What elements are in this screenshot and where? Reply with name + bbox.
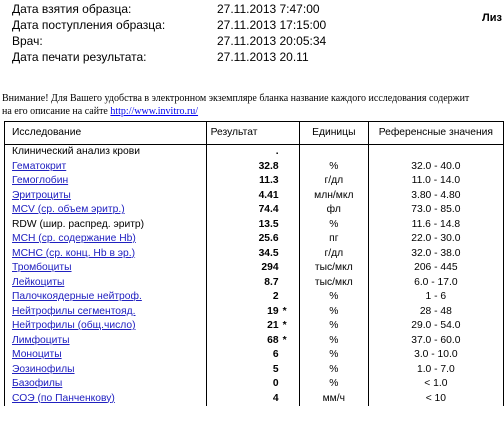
units-cell: тыс/мкл bbox=[299, 276, 368, 291]
reference-cell: 6.0 - 17.0 bbox=[368, 276, 503, 291]
test-name-cell bbox=[5, 232, 207, 247]
result-value: 25.6 bbox=[258, 233, 279, 244]
units-cell: мм/ч bbox=[299, 392, 368, 407]
units-cell: пг bbox=[299, 232, 368, 247]
result-cell bbox=[206, 319, 299, 334]
test-name-cell bbox=[5, 189, 207, 204]
test-name-cell bbox=[5, 160, 207, 175]
test-name-link[interactable]: MCHC (ср. конц. Hb в эр.) bbox=[12, 247, 136, 259]
result-cell bbox=[206, 392, 299, 407]
results-body bbox=[5, 145, 504, 407]
reference-cell: 73.0 - 85.0 bbox=[368, 203, 503, 218]
test-name: Клинический анализ крови bbox=[12, 146, 140, 157]
result-cell bbox=[206, 247, 299, 262]
test-name-cell bbox=[5, 174, 207, 189]
test-name-link[interactable]: MCH (ср. содержание Hb) bbox=[12, 233, 136, 244]
reference-cell: 3.0 - 10.0 bbox=[368, 348, 503, 363]
column-header-result: Результат bbox=[206, 122, 299, 145]
table-row bbox=[5, 174, 504, 189]
table-header-row bbox=[5, 122, 504, 145]
result-cell bbox=[206, 348, 299, 363]
test-name-cell bbox=[5, 319, 207, 334]
test-name-cell bbox=[5, 290, 207, 305]
test-name-cell bbox=[5, 276, 207, 291]
table-row bbox=[5, 305, 504, 320]
test-name-link[interactable]: СОЭ (по Панченкову) bbox=[12, 392, 115, 404]
test-name-link[interactable]: Гемоглобин bbox=[12, 175, 69, 186]
result-cell bbox=[206, 276, 299, 291]
invitro-site-link[interactable]: http://www.invitro.ru/ bbox=[110, 106, 199, 117]
reference-cell: < 1.0 bbox=[368, 377, 503, 392]
table-row bbox=[5, 392, 504, 407]
reference-cell bbox=[368, 145, 503, 160]
test-name-link[interactable]: Эритроциты bbox=[12, 189, 71, 201]
result-value: 4.41 bbox=[258, 189, 279, 201]
result-cell bbox=[206, 334, 299, 349]
table-row bbox=[5, 145, 504, 160]
result-cell bbox=[206, 218, 299, 233]
result-cell bbox=[206, 189, 299, 204]
result-value: 0 bbox=[272, 378, 279, 389]
result-value: 74.4 bbox=[258, 204, 279, 215]
test-name-link[interactable]: Гематокрит bbox=[12, 160, 67, 172]
field-value: 27.11.2013 7:47:00 bbox=[217, 2, 320, 16]
result-value: 8.7 bbox=[264, 276, 279, 288]
reference-cell: 32.0 - 38.0 bbox=[368, 247, 503, 262]
units-cell: % bbox=[299, 319, 368, 334]
table-row bbox=[5, 348, 504, 363]
field-value: 27.11.2013 20.11 bbox=[217, 50, 309, 64]
abnormal-flag: * bbox=[282, 334, 287, 346]
result-cell bbox=[206, 290, 299, 305]
units-cell: тыс/мкл bbox=[299, 261, 368, 276]
table-row bbox=[5, 160, 504, 175]
reference-cell: 37.0 - 60.0 bbox=[368, 334, 503, 349]
table-row bbox=[5, 334, 504, 349]
reference-cell: 206 - 445 bbox=[368, 261, 503, 276]
reference-cell: < 10 bbox=[368, 392, 503, 407]
column-header-units: Единицы bbox=[299, 122, 368, 145]
test-name-link[interactable]: Лейкоциты bbox=[12, 276, 65, 288]
field-label: Дата поступления образца: bbox=[12, 18, 166, 32]
units-cell: % bbox=[299, 160, 368, 175]
reference-cell: 22.0 - 30.0 bbox=[368, 232, 503, 247]
test-name-cell bbox=[5, 305, 207, 320]
result-cell bbox=[206, 305, 299, 320]
result-value: 13.5 bbox=[258, 218, 279, 230]
test-name-link[interactable]: Нейтрофилы (общ.число) bbox=[12, 320, 136, 331]
reference-cell: 11.0 - 14.0 bbox=[368, 174, 503, 189]
test-name-link[interactable]: Палочкоядерные нейтроф. bbox=[12, 291, 142, 302]
units-cell bbox=[299, 145, 368, 160]
test-name-cell bbox=[5, 261, 207, 276]
results-table bbox=[4, 121, 504, 406]
result-value: 21 bbox=[267, 320, 279, 331]
result-value: 6 bbox=[272, 349, 279, 360]
units-cell: г/дл bbox=[299, 247, 368, 262]
field-value: 27.11.2013 17:15:00 bbox=[217, 18, 327, 32]
table-row bbox=[5, 247, 504, 262]
test-name-cell bbox=[5, 203, 207, 218]
table-row bbox=[5, 276, 504, 291]
units-cell: % bbox=[299, 218, 368, 233]
corner-text: Лиз bbox=[482, 12, 502, 24]
table-row bbox=[5, 218, 504, 233]
units-cell: % bbox=[299, 305, 368, 320]
result-cell bbox=[206, 232, 299, 247]
test-name-link[interactable]: MCV (ср. объем эритр.) bbox=[12, 204, 125, 215]
field-label: Врач: bbox=[12, 34, 43, 48]
result-value: 11.3 bbox=[259, 175, 279, 186]
test-name-cell bbox=[5, 218, 207, 233]
table-row bbox=[5, 377, 504, 392]
units-cell: г/дл bbox=[299, 174, 368, 189]
units-cell: % bbox=[299, 348, 368, 363]
reference-cell: 28 - 48 bbox=[368, 305, 503, 320]
reference-cell: 32.0 - 40.0 bbox=[368, 160, 503, 175]
test-name-link[interactable]: Моноциты bbox=[12, 349, 62, 360]
result-cell bbox=[206, 377, 299, 392]
result-value: 5 bbox=[272, 363, 279, 375]
result-value: . bbox=[275, 146, 279, 157]
column-header-test: Исследование bbox=[5, 122, 207, 145]
reference-cell: 29.0 - 54.0 bbox=[368, 319, 503, 334]
test-name-link[interactable]: Лимфоциты bbox=[12, 334, 70, 346]
result-value: 19 bbox=[267, 305, 279, 317]
table-row bbox=[5, 189, 504, 204]
test-name-cell bbox=[5, 348, 207, 363]
test-name-cell bbox=[5, 392, 207, 407]
reference-cell: 1.0 - 7.0 bbox=[368, 363, 503, 378]
result-value: 4 bbox=[272, 392, 279, 404]
table-row bbox=[5, 290, 504, 305]
field-label: Дата взятия образца: bbox=[12, 2, 132, 16]
reference-cell: 11.6 - 14.8 bbox=[368, 218, 503, 233]
result-value: 2 bbox=[272, 291, 279, 302]
result-value: 32.8 bbox=[258, 160, 279, 172]
units-cell: млн/мкл bbox=[299, 189, 368, 204]
result-value: 294 bbox=[261, 262, 279, 273]
result-cell bbox=[206, 174, 299, 189]
test-name-cell bbox=[5, 334, 207, 349]
units-cell: % bbox=[299, 377, 368, 392]
test-name-link[interactable]: Тромбоциты bbox=[12, 262, 72, 273]
test-name-link[interactable]: Нейтрофилы сегментояд. bbox=[12, 305, 136, 317]
table-row bbox=[5, 319, 504, 334]
units-cell: % bbox=[299, 363, 368, 378]
result-cell bbox=[206, 261, 299, 276]
result-value: 68 bbox=[267, 334, 279, 346]
notice-line: Внимание! Для Вашего удобства в электронном экземпляре бланка название каждого исследования содержит bbox=[2, 93, 470, 104]
notice-text bbox=[2, 92, 504, 118]
test-name-cell bbox=[5, 145, 207, 160]
field-label: Дата печати результата: bbox=[12, 50, 147, 64]
column-header-reference: Референсные значения bbox=[368, 122, 503, 145]
field-value: 27.11.2013 20:05:34 bbox=[217, 34, 327, 48]
test-name-cell bbox=[5, 247, 207, 262]
units-cell: фл bbox=[299, 203, 368, 218]
result-cell bbox=[206, 363, 299, 378]
units-cell: % bbox=[299, 290, 368, 305]
test-name-cell bbox=[5, 363, 207, 378]
reference-cell: 3.80 - 4.80 bbox=[368, 189, 503, 204]
test-name-link[interactable]: Эозинофилы bbox=[12, 363, 75, 375]
test-name: RDW (шир. распред. эритр) bbox=[12, 218, 145, 230]
test-name-cell bbox=[5, 377, 207, 392]
table-row bbox=[5, 261, 504, 276]
notice-line-2 bbox=[2, 105, 504, 118]
units-cell: % bbox=[299, 334, 368, 349]
table-row bbox=[5, 363, 504, 378]
table-row bbox=[5, 232, 504, 247]
result-cell bbox=[206, 145, 299, 160]
result-cell bbox=[206, 160, 299, 175]
table-row bbox=[5, 203, 504, 218]
result-value: 34.5 bbox=[258, 247, 279, 259]
notice-prefix: на его описание на сайте bbox=[2, 106, 111, 117]
result-cell bbox=[206, 203, 299, 218]
test-name-link[interactable]: Базофилы bbox=[12, 378, 63, 389]
abnormal-flag: * bbox=[282, 320, 287, 331]
abnormal-flag: * bbox=[282, 305, 287, 317]
reference-cell: 1 - 6 bbox=[368, 290, 503, 305]
